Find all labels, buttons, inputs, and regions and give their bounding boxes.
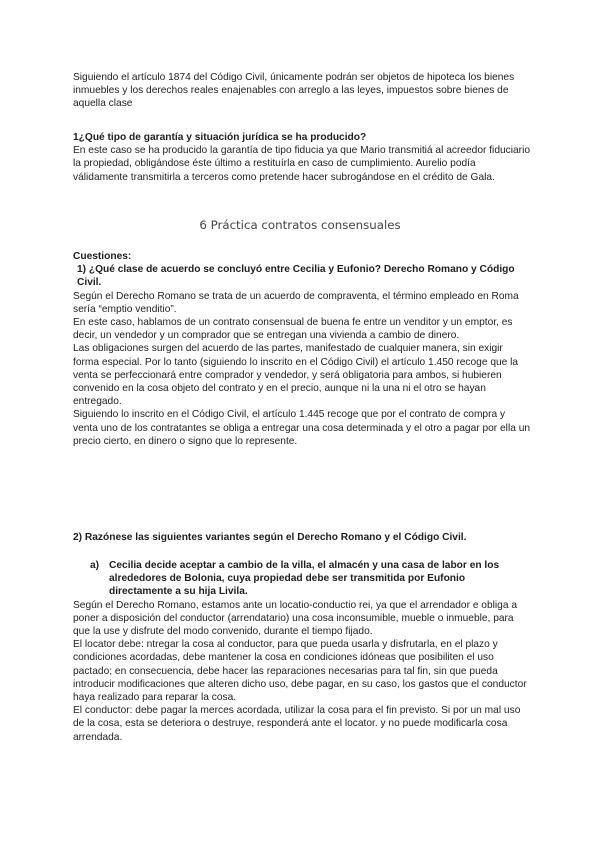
question-2a-block — [73, 559, 531, 744]
subquestion-a-text: Cecilia decide aceptar a cambio de la villa, el almacén y una casa de labor en los alrededores de Bolonia, cuya propiedad debe ser transmitida por Eufonio directamente a su hija Livila. — [109, 560, 500, 598]
question-2-block — [73, 531, 531, 544]
cuestiones-block — [73, 250, 531, 448]
garantia-question: 1¿Qué tipo de garantía y situación jurídica se ha producido? — [73, 132, 367, 143]
question-1: 1) ¿Qué clase de acuerdo se concluyó entre Cecilia y Eufonio? Derecho Romano y Código Civil. — [77, 264, 515, 289]
answer-2a-paragraph: El locator debe: ntregar la cosa al conductor, para que pueda usarla y disfrutarla, en el plazo y condiciones acordadas, debe mantener la cosa en condiciones idóneas que posibiliten el uso pactado; en consecuencia, debe hacer las reparaciones necesarias para tal fin, sin que pueda introducir modificaciones que alteren dicho uso, debe pagar, en su caso, los gastos que el conductor haya realizado para reparar la cosa. — [73, 639, 527, 704]
subquestion-a-label: a) — [90, 560, 100, 571]
section-title: 6 Práctica contratos consensuales — [199, 218, 401, 232]
intro-paragraph: Siguiendo el artículo 1874 del Código Civil, únicamente podrán ser objetos de hipoteca los bienes inmuebles y los derechos reales enajenables con arreglo a las leyes, impuestos sobre bienes de aquella clase — [73, 72, 515, 110]
intro-block — [73, 71, 531, 111]
cuestiones-heading: Cuestiones: — [73, 251, 132, 262]
answer-1-paragraph: Según el Derecho Romano se trata de un acuerdo de compraventa, el término empleado en Roma sería “emptio venditio”. — [73, 290, 519, 315]
answer-2a-paragraph: El conductor: debe pagar la merces acordada, utilizar la cosa para el fin previsto. Si por un mal uso de la cosa, esta se deteriora o destruye, responderá ante el locator. y no puede modificarla cosa arrendada. — [73, 705, 521, 743]
question-2-heading: 2) Razónese las siguientes variantes según el Derecho Romano y el Código Civil. — [73, 532, 467, 543]
answer-1-paragraph: En este caso, hablamos de un contrato consensual de buena fe entre un venditor y un emptor, es decir, un vendedor y un comprador que se entregan una vivienda a cambio de dinero. — [73, 317, 513, 342]
garantia-answer: En este caso se ha producido la garantía de tipo fiducia ya que Mario transmitiá al acreedor fiduciario la propiedad, obligándose éste último a restituírla en caso de cumplimiento. Aurelio podía válidamente transmitirla a terceros como pretende hacer subrogándose en el crédito de Gala. — [73, 145, 530, 183]
garantia-block — [73, 131, 531, 184]
subquestion-a — [73, 559, 531, 599]
answer-2a-paragraph: Según el Derecho Romano, estamos ante un locatio-conductio rei, ya que el arrendador e obliga a poner a disposición del conductor (arrendatario) una cosa inconsumible, mueble o inmueble, para que la use y disfrute del modo convenido, durante el tiempo fijado. — [73, 599, 517, 638]
answer-1-paragraph: Las obligaciones surgen del acuerdo de las partes, manifestado de cualquier manera, sin exigir forma especial. Por lo tanto (siguiendo lo inscrito en el Código Civil) el artículo 1.450 recoge que la venta se perfeccionará entre comprador y vendedor, y será obligatoria para ambos, si hubieren convenido en la cosa objeto del contrato y en el precio, aunque ni la una ni el otro se hayan entregado. — [73, 343, 519, 408]
answer-1-paragraph: Siguiendo lo inscrito en el Código Civil, el artículo 1.445 recoge que por el contrato de compra y venta uno de los contratantes se obliga a entregar una cosa determinada y el otro a pagar por ella un precio cierto, en dinero o signo que lo represente. — [73, 409, 531, 447]
